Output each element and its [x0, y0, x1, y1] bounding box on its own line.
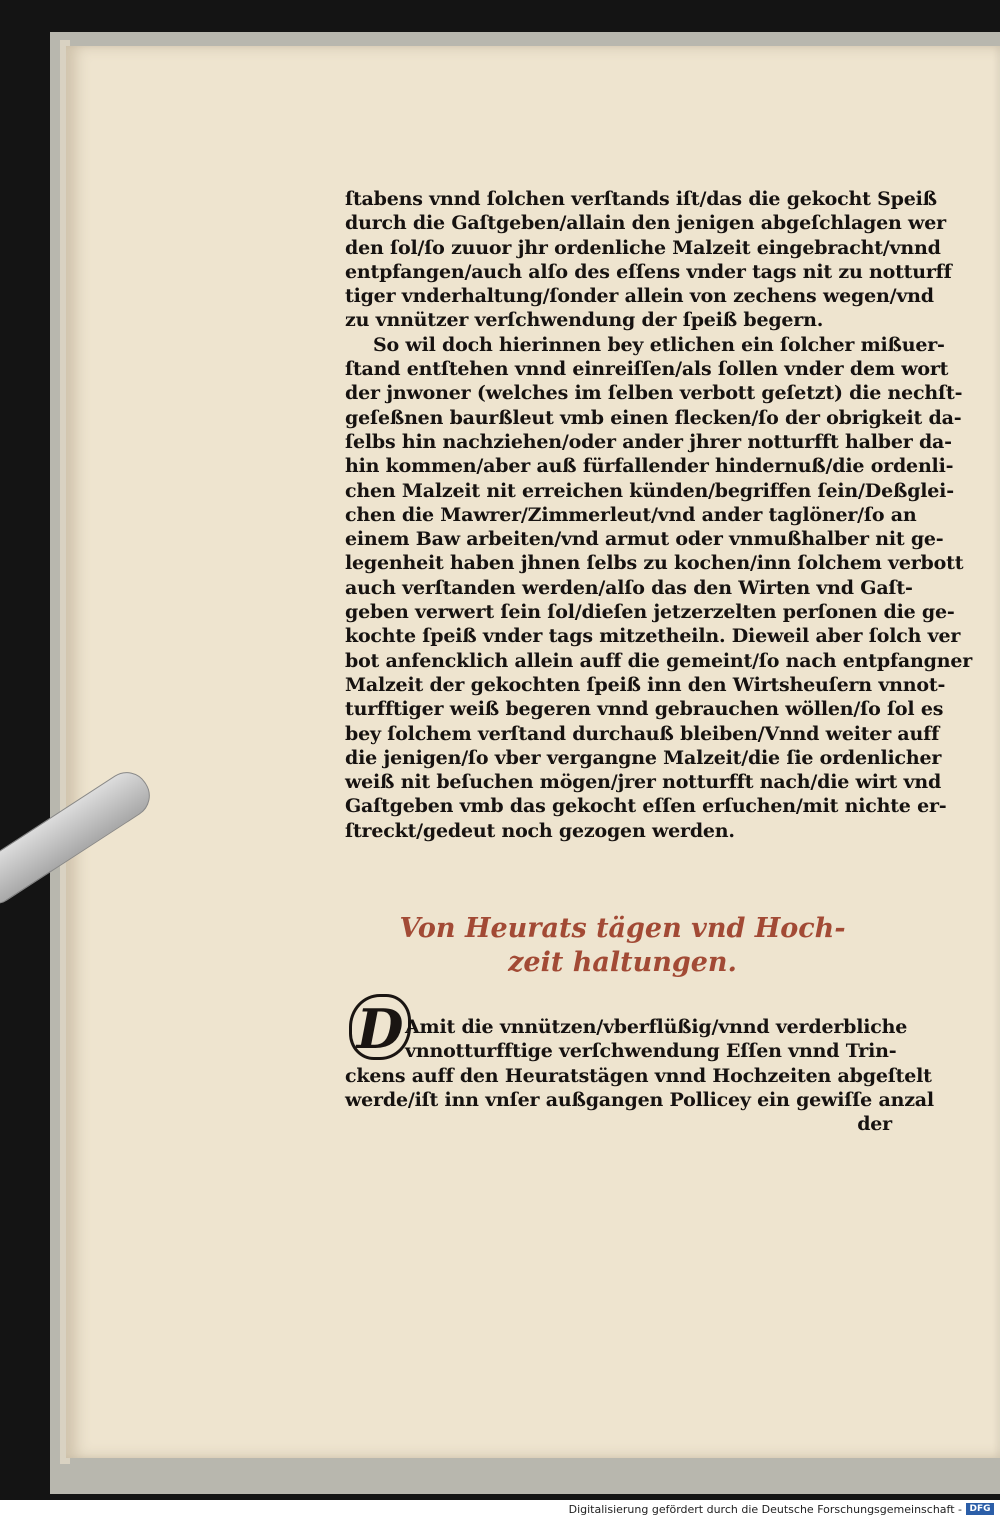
text-line: ckens auff den Heuratstägen vnnd Hochzeiten abgeſtelt: [345, 1064, 932, 1087]
text-line: die jenigen/ſo vber vergangne Malzeit/die ſie ordenlicher: [345, 746, 942, 769]
text-line: tiger vnderhaltung/ſonder allein von zechens wegen/vnd: [345, 285, 934, 308]
text-line: kochte ſpeiß vnder tags mitzetheiln. Dieweil aber ſolch ver: [345, 625, 961, 648]
text-line: chen Malzeit nit erreichen künden/begriffen ſein/Deßglei-: [345, 479, 954, 502]
paragraph-two: [345, 1015, 934, 1136]
text-line: zu vnnützer verſchwendung der ſpeiß begern.: [345, 309, 824, 332]
text-line: ſtabens vnnd ſolchen verſtands iſt/das die gekocht Speiß: [345, 188, 937, 210]
section-heading: [345, 912, 900, 980]
text-line: Amit die vnnützen/vberflüßig/vnnd verderbliche: [405, 1016, 908, 1038]
dfg-logo: DFG: [966, 1503, 994, 1515]
text-line: durch die Gaſtgeben/allain den jenigen abgeſchlagen wer: [345, 212, 946, 235]
text-line: vnnotturfftige verſchwendung Eſſen vnnd Trin-: [405, 1040, 897, 1063]
body-text: [345, 187, 973, 843]
text-line: ſtreckt/gedeut noch gezogen werden.: [345, 819, 735, 842]
footer-bar: [0, 1500, 1000, 1519]
text-line: legenheit haben jhnen ſelbs zu kochen/inn ſolchem verbott: [345, 552, 964, 575]
text-line: einem Baw arbeiten/vnd armut oder vnmußhalber nit ge-: [345, 528, 944, 551]
decorated-initial: D: [349, 994, 411, 1060]
heading-line: Von Heurats tägen vnd Hoch-: [399, 913, 846, 944]
text-line: den ſol/ſo zuuor jhr ordenliche Malzeit eingebracht/vnnd: [345, 236, 941, 259]
text-line: Malzeit der gekochten ſpeiß inn den Wirtsheuſern vnnot-: [345, 673, 946, 696]
text-line: entpfangen/auch alſo des eſſens vnder tags nit zu notturff: [345, 260, 952, 283]
text-line: ſtand entſtehen vnnd einreiſſen/als ſollen vnder dem wort: [345, 358, 949, 381]
text-line: bot anfencklich allein auff die gemeint/ſo nach entpfangner: [345, 649, 973, 672]
text-line: chen die Mawrer/Zimmerleut/vnd ander taglöner/ſo an: [345, 503, 917, 526]
text-line: geben verwert ſein ſol/dieſen jetzerzelten perſonen die ge-: [345, 601, 955, 624]
text-line: werde/iſt inn vnſer außgangen Pollicey ein gewiſſe anzal: [345, 1088, 934, 1111]
text-line: auch verſtanden werden/alſo das den Wirten vnd Gaſt-: [345, 576, 913, 599]
text-line: ſelbs hin nachziehen/oder ander jhrer notturfft halber da-: [345, 430, 952, 453]
text-line: bey ſolchem verſtand durchauß bleiben/Vnnd weiter auff: [345, 722, 940, 745]
catchword: der: [857, 1113, 892, 1136]
text-line: weiß nit beſuchen mögen/jrer notturfft nach/die wirt vnd: [345, 771, 942, 794]
text-line: hin kommen/aber auß fürfallender hindernuß/die ordenli-: [345, 455, 954, 478]
text-line: geſeßnen baurßleut vmb einen flecken/ſo der obrigkeit da-: [345, 406, 962, 429]
text-line: der jnwoner (welches im ſelben verbott geſetzt) die nechſt-: [345, 382, 963, 405]
text-line: So wil doch hierinnen bey etlichen ein ſolcher mißuer-: [373, 333, 945, 356]
heading-line: zeit haltungen.: [508, 947, 737, 978]
text-line: Gaſtgeben vmb das gekocht eſſen erſuchen/mit nichte er-: [345, 795, 947, 818]
text-line: turfftiger weiß begeren vnnd gebrauchen wöllen/ſo ſol es: [345, 698, 944, 721]
footer-credit: Digitalisierung gefördert durch die Deutsche Forschungsgemeinschaft -: [568, 1503, 962, 1516]
